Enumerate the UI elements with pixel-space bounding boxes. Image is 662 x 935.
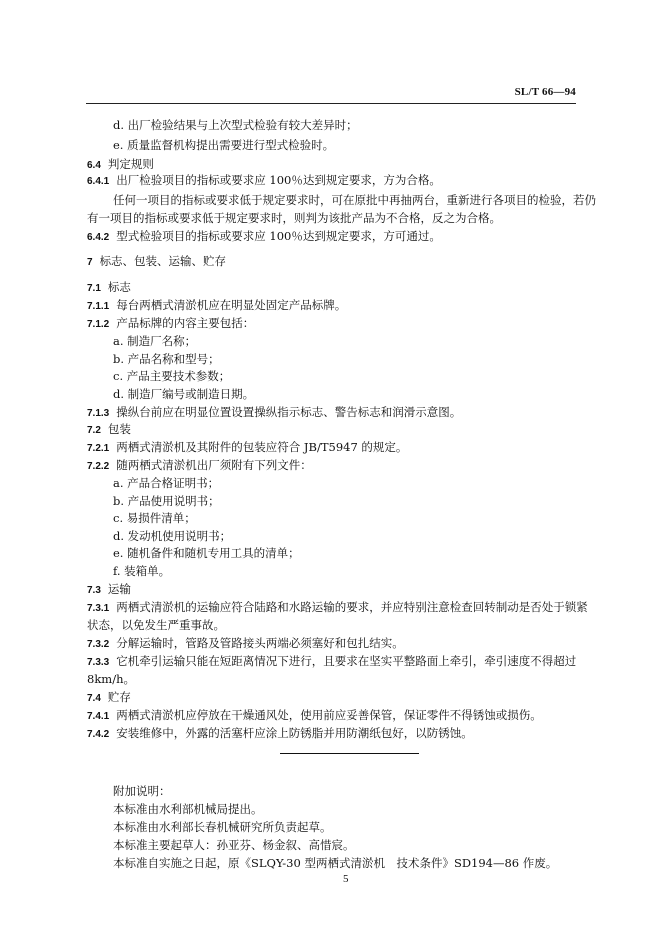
standard-code: SL/T 66—94 [514,86,576,98]
clause-text: 判定规则 [107,157,154,171]
clause-number: 7.3.3 [87,657,110,668]
clause-text: 包装 [107,422,131,436]
text-line [113,476,219,490]
clause-text: e. 质量监督机构提出需要进行型式检验时。 [113,138,335,152]
clause-number: 7.2.2 [87,461,110,472]
clause-number: 7.3.2 [87,639,110,650]
text-line [113,529,231,543]
clause-number: 6.4 [87,160,101,171]
clause-text: 分解运输时，管路及管路接头两端必须塞好和包扎结实。 [116,636,404,650]
appendix-item: 本标准由水利部长春机械研究所负责起草。 [113,820,332,834]
clause-number: 7 [87,257,93,268]
clause-number: 7.1 [87,283,101,294]
clause-text: 安装维修中，外露的活塞杆应涂上防锈脂并用防潮纸包好，以防锈蚀。 [116,726,473,740]
clause-text: b. 产品使用说明书； [113,494,220,508]
text-line [87,422,131,438]
text-line [87,405,461,421]
clause-text: c. 易损件清单； [113,511,196,525]
clause-number: 7.4 [87,693,101,704]
clause-text: 它机牵引运输只能在短距离情况下进行，且要求在坚实平整路面上牵引，牵引速度不得超过 [116,654,577,668]
clause-text: 产品标牌的内容主要包括： [116,316,255,330]
text-line [87,157,154,173]
clause-text: 有一项目的指标或要求低于规定要求时，则判为该批产品为不合格，反之为合格。 [87,211,501,225]
text-line [87,708,542,724]
clause-text: b. 产品名称和型号； [113,352,220,366]
page-header [86,83,576,104]
clause-number: 7.2 [87,425,101,436]
clause-text: d. 发动机使用说明书； [113,529,232,543]
clause-text: 标志 [107,280,131,294]
clause-number: 7.1.2 [87,319,110,330]
section-divider [280,753,419,754]
clause-text: d. 出厂检验结果与上次型式检验有较大差异时； [113,118,358,132]
text-line [87,618,225,632]
clause-text: 两栖式清淤机及其附件的包装应符合 JB/T5947 的规定。 [116,440,408,454]
text-line [87,440,407,456]
clause-number: 6.4.1 [87,176,110,187]
clause-text: a. 制造厂名称； [113,334,197,348]
clause-text: 运输 [107,582,131,596]
text-line [87,254,226,270]
clause-number: 7.3 [87,585,101,596]
clause-number: 7.1.1 [87,301,110,312]
text-line [87,316,254,332]
clause-number: 7.4.1 [87,711,110,722]
text-line [87,654,576,670]
clause-text: 状态，以免发生严重事故。 [87,618,225,632]
text-line [113,369,230,383]
text-line [113,118,358,132]
text-line [113,193,596,207]
text-line [87,636,404,652]
text-line [87,280,131,296]
clause-number: 7.1.3 [87,408,110,419]
text-line [87,690,131,706]
clause-number: 7.3.1 [87,603,110,614]
clause-text: 两栖式清淤机应停放在干燥通风处，使用前应妥善保管，保证零件不得锈蚀或损伤。 [116,708,542,722]
text-line [87,229,441,245]
text-line [113,334,196,348]
clause-text: a. 产品合格证明书； [113,476,220,490]
clause-text: 任何一项目的指标或要求低于规定要求时，可在原批中再抽两台，重新进行各项目的检验，若仍 [113,193,596,207]
clause-text: e. 随机备件和随机专用工具的清单； [113,546,300,560]
text-line [113,387,254,401]
clause-text: f. 装箱单。 [113,564,171,578]
text-line [87,672,135,686]
clause-text: c. 产品主要技术参数； [113,369,231,383]
appendix-title: 附加说明： [113,784,171,798]
text-line [113,352,220,366]
appendix-item: 本标准自实施之日起，原《SLQY-30 型两栖式清淤机 技术条件》SD194—86 作废。 [113,856,558,870]
text-line [87,582,131,598]
clause-number: 6.4.2 [87,232,110,243]
text-line [113,546,300,560]
text-line [113,138,334,152]
clause-text: 8km/h。 [87,672,135,686]
clause-number: 7.4.2 [87,729,110,740]
text-line [87,458,312,474]
text-line [113,511,196,525]
clause-text: 型式检验项目的指标或要求应 100％达到规定要求，方可通过。 [116,229,441,243]
appendix-item: 本标准由水利部机械局提出。 [113,802,263,816]
clause-text: 操纵台前应在明显位置设置操纵指示标志、警告标志和润滑示意图。 [116,405,462,419]
text-line [87,211,501,225]
clause-number: 7.2.1 [87,443,110,454]
clause-text: 两栖式清淤机的运输应符合陆路和水路运输的要求，并应特别注意检查回转制动是否处于锁紧 [116,600,588,614]
clause-text: 每台两栖式清淤机应在明显处固定产品标牌。 [116,298,347,312]
clause-text: d. 制造厂编号或制造日期。 [113,387,255,401]
text-line [113,494,220,508]
clause-text: 标志、包装、运输、贮存 [99,254,227,268]
appendix-item: 本标准主要起草人：孙亚芬、杨金叙、高惜宸。 [113,838,355,852]
clause-text: 贮存 [107,690,131,704]
clause-text: 随两栖式清淤机出厂须附有下列文件： [116,458,312,472]
text-line [87,173,441,189]
clause-text: 出厂检验项目的指标或要求应 100％达到规定要求，方为合格。 [116,173,441,187]
page-number: 5 [343,873,349,885]
text-line [87,298,346,314]
text-line [87,600,588,616]
text-line [87,726,473,742]
text-line [113,564,170,578]
